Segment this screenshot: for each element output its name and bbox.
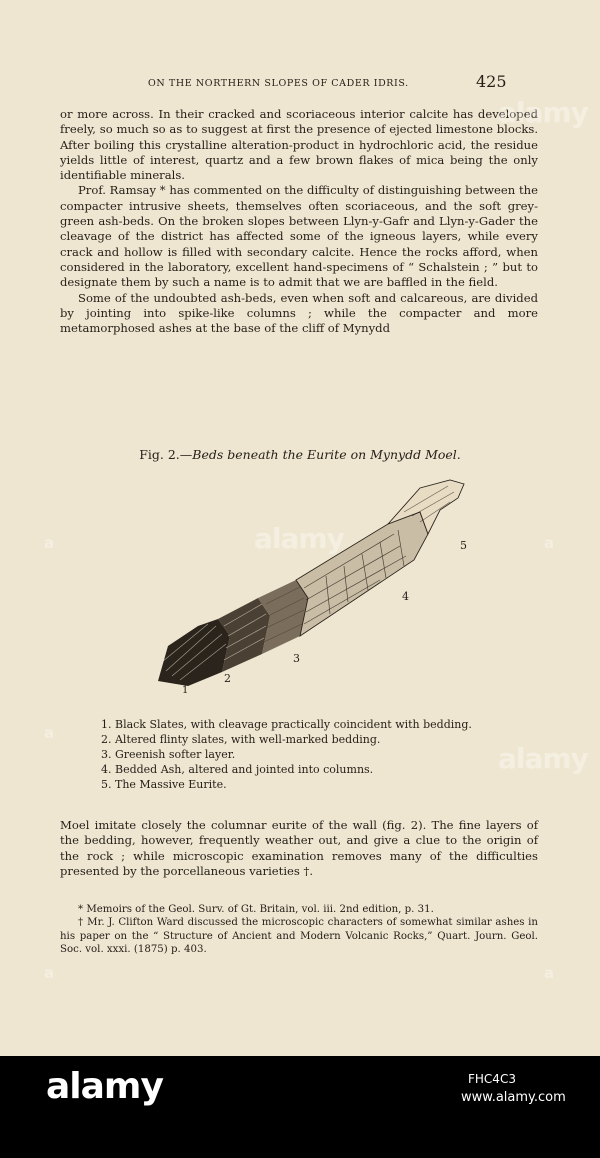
paragraph-1: or more across. In their cracked and scoriaceous interior calcite has developed freely, so much so as to suggest at first the presence of ejected limestone blocks. After boiling this crystalline alteration-product in hydrochloric acid, the residue yields little of interest, quartz and a few brown flakes of mica being the only identifiable minerals.: [60, 107, 538, 183]
figure-caption-title: Beds beneath the Eurite on Mynydd Moel.: [192, 447, 461, 462]
body-text-top: [60, 107, 538, 336]
paragraph-4: Moel imitate closely the columnar eurite of the wall (fig. 2). The fine layers of the bedding, however, frequently weather out, and give a clue to the origin of the rock ; while microscopic examination removes many of the difficulties presented by the porcellaneous varieties †.: [60, 818, 538, 878]
figure-label-5: 5: [460, 539, 467, 552]
watermark: alamy: [254, 522, 344, 555]
footnote-2: † Mr. J. Clifton Ward discussed the microscopic characters of somewhat similar ashes in his paper on the “ Structure of Ancient and Modern Volcanic Rocks,” Quart. Journ. Geol. Soc. vol. xxxi. (1875) p. 403.: [60, 917, 538, 955]
running-head: ON THE NORTHERN SLOPES OF CADER IDRIS.: [148, 78, 409, 89]
image-id: FHC4C3: [468, 1072, 516, 1086]
legend-item: 2. Altered flinty slates, with well-marked bedding.: [101, 733, 381, 746]
footnote-1: * Memoirs of the Geol. Surv. of Gt. Britain, vol. iii. 2nd edition, p. 31.: [78, 904, 434, 915]
page-number: 425: [476, 72, 507, 91]
watermark: alamy: [498, 96, 588, 129]
legend-item: 1. Black Slates, with cleavage practically coincident with bedding.: [101, 718, 472, 731]
watermark-letter: a: [44, 534, 55, 552]
stock-footer-bar: [0, 1056, 600, 1158]
legend-item: 3. Greenish softer layer.: [101, 748, 236, 761]
site-url: www.alamy.com: [461, 1090, 566, 1105]
watermark-letter: a: [44, 724, 55, 742]
bedded-ash-columns: [296, 512, 428, 636]
paragraph-3: Some of the undoubted ash-beds, even when soft and calcareous, are divided by jointing into spike-like columns ; while the compacter and more metamorphosed ashes at the base of the cliff of Mynydd: [60, 290, 538, 336]
watermark-letter: a: [44, 964, 55, 982]
watermark-letter: a: [544, 964, 555, 982]
black-slates-bed: [158, 619, 230, 686]
figure-label-1: 1: [182, 685, 189, 696]
watermark: alamy: [498, 742, 588, 775]
watermark-letter: a: [544, 534, 555, 552]
alamy-logo: alamy: [46, 1066, 163, 1107]
figure-label-4: 4: [402, 590, 409, 603]
legend-item: 4. Bedded Ash, altered and jointed into columns.: [101, 763, 374, 776]
rock-beds-illustration: [158, 476, 468, 698]
paragraph-2: Prof. Ramsay * has commented on the difficulty of distinguishing between the compacter intrusive sheets, themselves often scoriaceous, and the soft grey-green ash-beds. On the broken slopes between Llyn-y-Gafr and Llyn-y-Gader the cleavage of the district has affected some of the igneous layers, while every crack and hollow is filled with secondary calcite. Hence the rocks afford, when considered in the laboratory, excellent hand-specimens of “ Schalstein ; ” but to designate them by such a name is to admit that we are baffled in the field.: [60, 183, 538, 290]
figure-legend: [101, 717, 472, 792]
figure-label-2: 2: [224, 672, 231, 685]
figure-caption: [0, 447, 600, 462]
figure-label-3: 3: [293, 652, 300, 665]
body-text-bottom: [60, 818, 538, 879]
legend-item: 5. The Massive Eurite.: [101, 778, 227, 791]
figure-caption-label: Fig. 2.—: [139, 447, 193, 462]
footnotes: [60, 903, 538, 956]
